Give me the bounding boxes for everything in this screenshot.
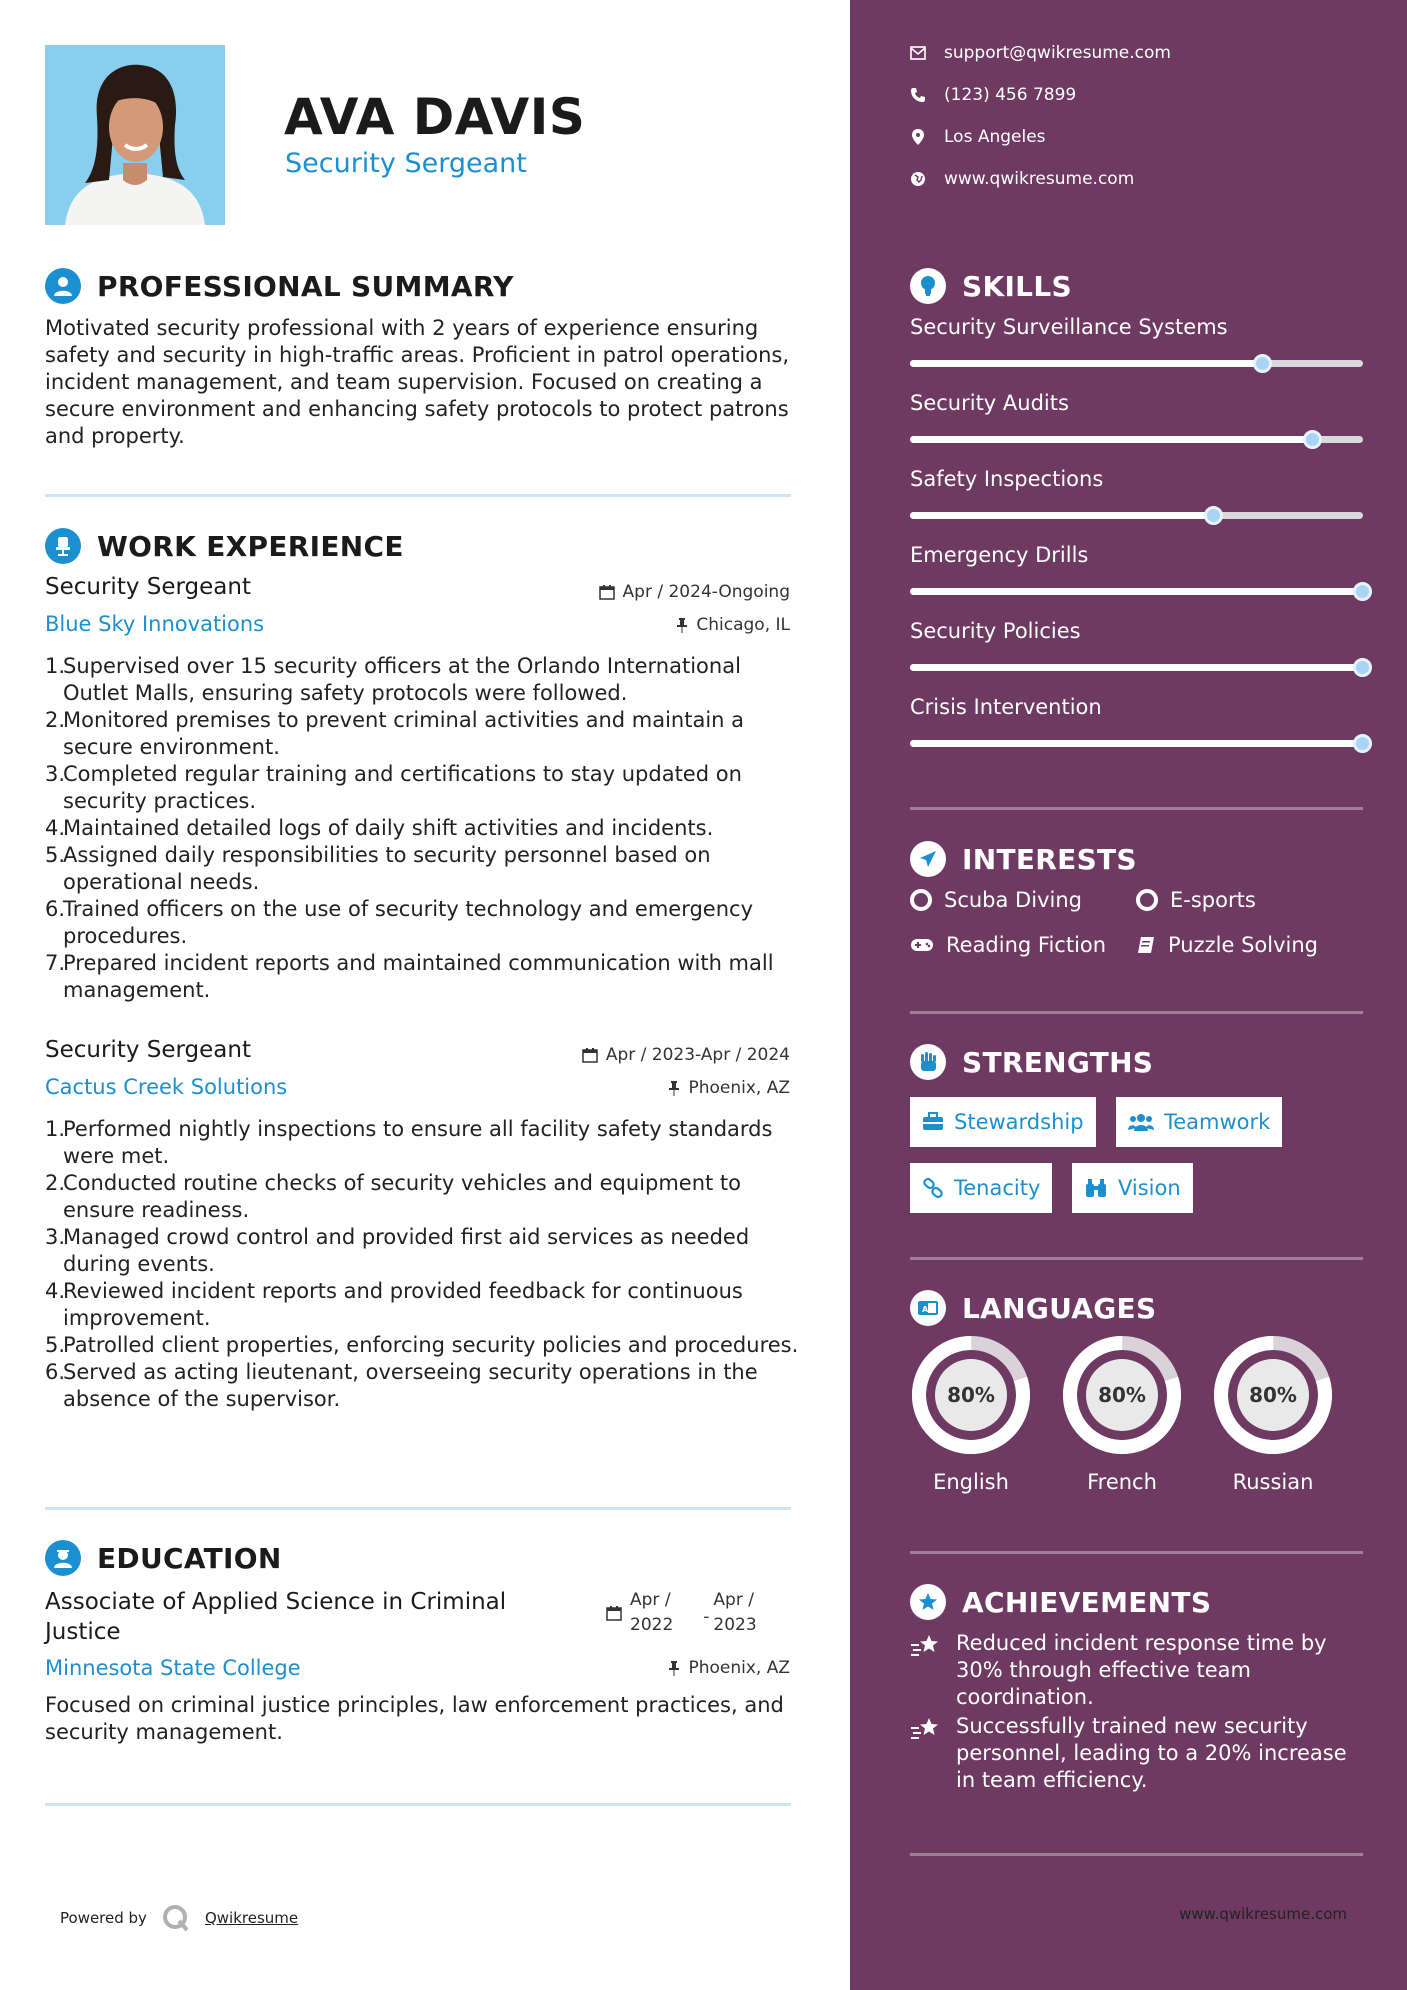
language-ring bbox=[1061, 1334, 1183, 1460]
candidate-name: AVA DAVIS bbox=[284, 88, 586, 146]
user-icon bbox=[45, 268, 81, 304]
phone-icon bbox=[910, 87, 926, 103]
skill-level-knob bbox=[1303, 430, 1322, 449]
section-divider bbox=[910, 1011, 1363, 1014]
interest-item: Reading Fiction bbox=[910, 933, 1106, 957]
map-marker-icon bbox=[910, 128, 926, 146]
svg-text:A: A bbox=[922, 1305, 929, 1314]
list-item: 5. Patrolled client properties, enforcing security policies and procedures. bbox=[45, 1333, 799, 1357]
footer-website[interactable]: www.qwikresume.com bbox=[1179, 1905, 1347, 1923]
job-responsibilities bbox=[45, 1116, 805, 1413]
school-name: Minnesota State College bbox=[45, 1656, 301, 1680]
list-item: 3. Completed regular training and certifications to stay updated on security practices. bbox=[45, 762, 742, 813]
job-dates bbox=[599, 582, 790, 602]
skill-name: Safety Inspections bbox=[910, 467, 1104, 491]
education-title: EDUCATION bbox=[97, 1541, 282, 1575]
skill-level-bar bbox=[910, 436, 1363, 443]
interest-item: E-sports bbox=[1136, 888, 1256, 912]
sidebar bbox=[850, 0, 1407, 1990]
section-divider bbox=[910, 1551, 1363, 1554]
experience-title: WORK EXPERIENCE bbox=[97, 529, 404, 563]
job-dates-text: Apr / 2024-Ongoing bbox=[622, 582, 790, 602]
skill-level-bar bbox=[910, 360, 1363, 367]
interests-heading: INTERESTS bbox=[910, 841, 1137, 877]
envelope-icon bbox=[910, 46, 926, 60]
list-item: 3. Managed crowd control and provided first aid services as needed during events. bbox=[45, 1225, 750, 1276]
job-location bbox=[668, 1078, 790, 1098]
skill-name: Security Policies bbox=[910, 619, 1081, 643]
strengths-heading: STRENGTHS bbox=[910, 1044, 1153, 1080]
contact-location: Los Angeles bbox=[910, 127, 1046, 147]
list-item: 1. Performed nightly inspections to ensure all facility safety standards were met. bbox=[45, 1117, 773, 1168]
lightbulb-icon bbox=[910, 268, 946, 304]
skill-level-fill bbox=[910, 360, 1263, 367]
calendar-icon bbox=[599, 584, 615, 600]
translate-icon bbox=[910, 1290, 946, 1326]
powered-by-label: Powered by bbox=[60, 1909, 147, 1927]
job-title: Security Sergeant bbox=[45, 574, 252, 600]
skill-level-knob bbox=[1353, 658, 1372, 677]
language-percent: 80% bbox=[947, 1383, 995, 1407]
skill-level-fill bbox=[910, 512, 1214, 519]
education-dates: Apr / 2022 - Apr / 2023 bbox=[606, 1588, 757, 1638]
calendar-icon bbox=[582, 1047, 598, 1063]
skill-level-knob bbox=[1353, 582, 1372, 601]
summary-title: PROFESSIONAL SUMMARY bbox=[97, 269, 514, 303]
skill-level-bar bbox=[910, 588, 1363, 595]
list-item: 7. Prepared incident reports and maintained communication with mall management. bbox=[45, 951, 774, 1002]
contact-phone[interactable]: (123) 456 7899 bbox=[910, 85, 1076, 105]
lifebuoy-icon bbox=[910, 889, 932, 911]
achievements-heading: ACHIEVEMENTS bbox=[910, 1584, 1211, 1620]
skill-level-fill bbox=[910, 588, 1363, 595]
list-item: 5. Assigned daily responsibilities to security personnel based on operational needs. bbox=[45, 843, 711, 894]
skill-level-fill bbox=[910, 436, 1313, 443]
profile-photo bbox=[45, 45, 225, 225]
list-item: 1. Supervised over 15 security officers at the Orlando International Outlet Malls, ensuring safety protocols were followed. bbox=[45, 654, 741, 705]
job-location bbox=[676, 615, 790, 635]
briefcase-icon bbox=[922, 1112, 944, 1132]
list-item: 6. Served as acting lieutenant, overseeing security operations in the absence of the supervisor. bbox=[45, 1360, 758, 1411]
summary-text: Motivated security professional with 2 years of experience ensuring safety and security in high-traffic areas. Proficient in patrol operations, incident management, and team supervision. Focused on creating a secure environment and enhancing safety protocols to protect patrons and property. bbox=[45, 316, 790, 448]
section-divider bbox=[910, 807, 1363, 810]
pin-icon bbox=[676, 617, 688, 633]
job-dates-text: Apr / 2023-Apr / 2024 bbox=[605, 1045, 790, 1065]
skill-name: Security Surveillance Systems bbox=[910, 315, 1228, 339]
job-location-text: Phoenix, AZ bbox=[688, 1078, 790, 1098]
strength-chip: Tenacity bbox=[910, 1163, 1052, 1213]
strength-chip: Stewardship bbox=[910, 1097, 1096, 1147]
list-item: 6. Trained officers on the use of security technology and emergency procedures. bbox=[45, 897, 753, 948]
summary-heading bbox=[45, 268, 514, 304]
achievement-item: Reduced incident response time by 30% through effective team coordination. bbox=[910, 1630, 1370, 1711]
skill-level-knob bbox=[1253, 354, 1272, 373]
languages-heading: A LANGUAGES bbox=[910, 1290, 1156, 1326]
list-item: 4. Maintained detailed logs of daily shift activities and incidents. bbox=[45, 816, 714, 840]
fist-icon bbox=[910, 1044, 946, 1080]
language-name: French bbox=[1087, 1470, 1157, 1494]
company-name: Cactus Creek Solutions bbox=[45, 1075, 288, 1099]
job-responsibilities bbox=[45, 653, 805, 1004]
qwikresume-link[interactable]: Qwikresume bbox=[204, 1909, 299, 1927]
job-title: Security Sergeant bbox=[45, 1037, 252, 1063]
qwikresume-logo-icon bbox=[161, 1903, 191, 1933]
section-divider bbox=[45, 1803, 791, 1806]
chair-icon bbox=[45, 528, 81, 564]
experience-heading bbox=[45, 528, 404, 564]
skill-name: Security Audits bbox=[910, 391, 1069, 415]
calendar-icon bbox=[606, 1605, 622, 1621]
skill-name: Crisis Intervention bbox=[910, 695, 1102, 719]
candidate-title: Security Sergeant bbox=[285, 148, 527, 179]
globe-icon bbox=[910, 171, 926, 187]
list-item: 2. Conducted routine checks of security vehicles and equipment to ensure readiness. bbox=[45, 1171, 741, 1222]
graduate-icon bbox=[45, 1540, 81, 1576]
section-divider bbox=[910, 1257, 1363, 1260]
skill-level-fill bbox=[910, 664, 1363, 671]
skill-level-bar bbox=[910, 512, 1363, 519]
skill-level-bar bbox=[910, 664, 1363, 671]
contact-email[interactable]: support@qwikresume.com bbox=[910, 43, 1171, 63]
language-ring bbox=[910, 1334, 1032, 1460]
contact-website[interactable]: www.qwikresume.com bbox=[910, 169, 1134, 189]
gamepad-icon bbox=[910, 937, 934, 953]
language-percent: 80% bbox=[1249, 1383, 1297, 1407]
powered-by bbox=[60, 1903, 298, 1933]
strength-chip: Vision bbox=[1072, 1163, 1193, 1213]
binoculars-icon bbox=[1084, 1178, 1108, 1198]
star-badge-icon bbox=[910, 1584, 946, 1620]
shooting-star-icon bbox=[910, 1632, 942, 1660]
degree-title: Associate of Applied Science in Criminal Justice bbox=[45, 1589, 507, 1645]
job-location-text: Chicago, IL bbox=[696, 615, 790, 635]
link-icon bbox=[922, 1177, 944, 1199]
language-percent: 80% bbox=[1098, 1383, 1146, 1407]
achievement-item: Successfully trained new security personnel, leading to a 20% increase in team efficiency. bbox=[910, 1713, 1370, 1794]
company-name: Blue Sky Innovations bbox=[45, 612, 265, 636]
language-ring bbox=[1212, 1334, 1334, 1460]
section-divider bbox=[45, 494, 791, 497]
book-icon bbox=[1136, 935, 1156, 955]
skill-level-knob bbox=[1353, 734, 1372, 753]
interest-item: Scuba Diving bbox=[910, 888, 1082, 912]
skill-level-fill bbox=[910, 740, 1363, 747]
job-dates bbox=[582, 1045, 790, 1065]
education-description: Focused on criminal justice principles, law enforcement practices, and security management. bbox=[45, 1693, 784, 1744]
education-location-text: Phoenix, AZ bbox=[688, 1658, 790, 1678]
interest-item: Puzzle Solving bbox=[1136, 933, 1318, 957]
lifebuoy-icon bbox=[1136, 889, 1158, 911]
language-name: Russian bbox=[1232, 1470, 1314, 1494]
list-item: 2. Monitored premises to prevent criminal activities and maintain a secure environment. bbox=[45, 708, 745, 759]
pin-icon bbox=[668, 1660, 680, 1676]
education-heading bbox=[45, 1540, 282, 1576]
list-item: 4. Reviewed incident reports and provided feedback for continuous improvement. bbox=[45, 1279, 743, 1330]
skill-level-bar bbox=[910, 740, 1363, 747]
skills-heading: SKILLS bbox=[910, 268, 1072, 304]
section-divider bbox=[45, 1507, 791, 1510]
shooting-star-icon bbox=[910, 1715, 942, 1743]
users-icon bbox=[1128, 1112, 1154, 1132]
education-location bbox=[668, 1658, 790, 1678]
pin-icon bbox=[668, 1080, 680, 1096]
strength-chip: Teamwork bbox=[1116, 1097, 1282, 1147]
paper-plane-icon bbox=[910, 841, 946, 877]
language-name: English bbox=[933, 1470, 1009, 1494]
section-divider bbox=[910, 1853, 1363, 1856]
skill-name: Emergency Drills bbox=[910, 543, 1089, 567]
skill-level-knob bbox=[1204, 506, 1223, 525]
